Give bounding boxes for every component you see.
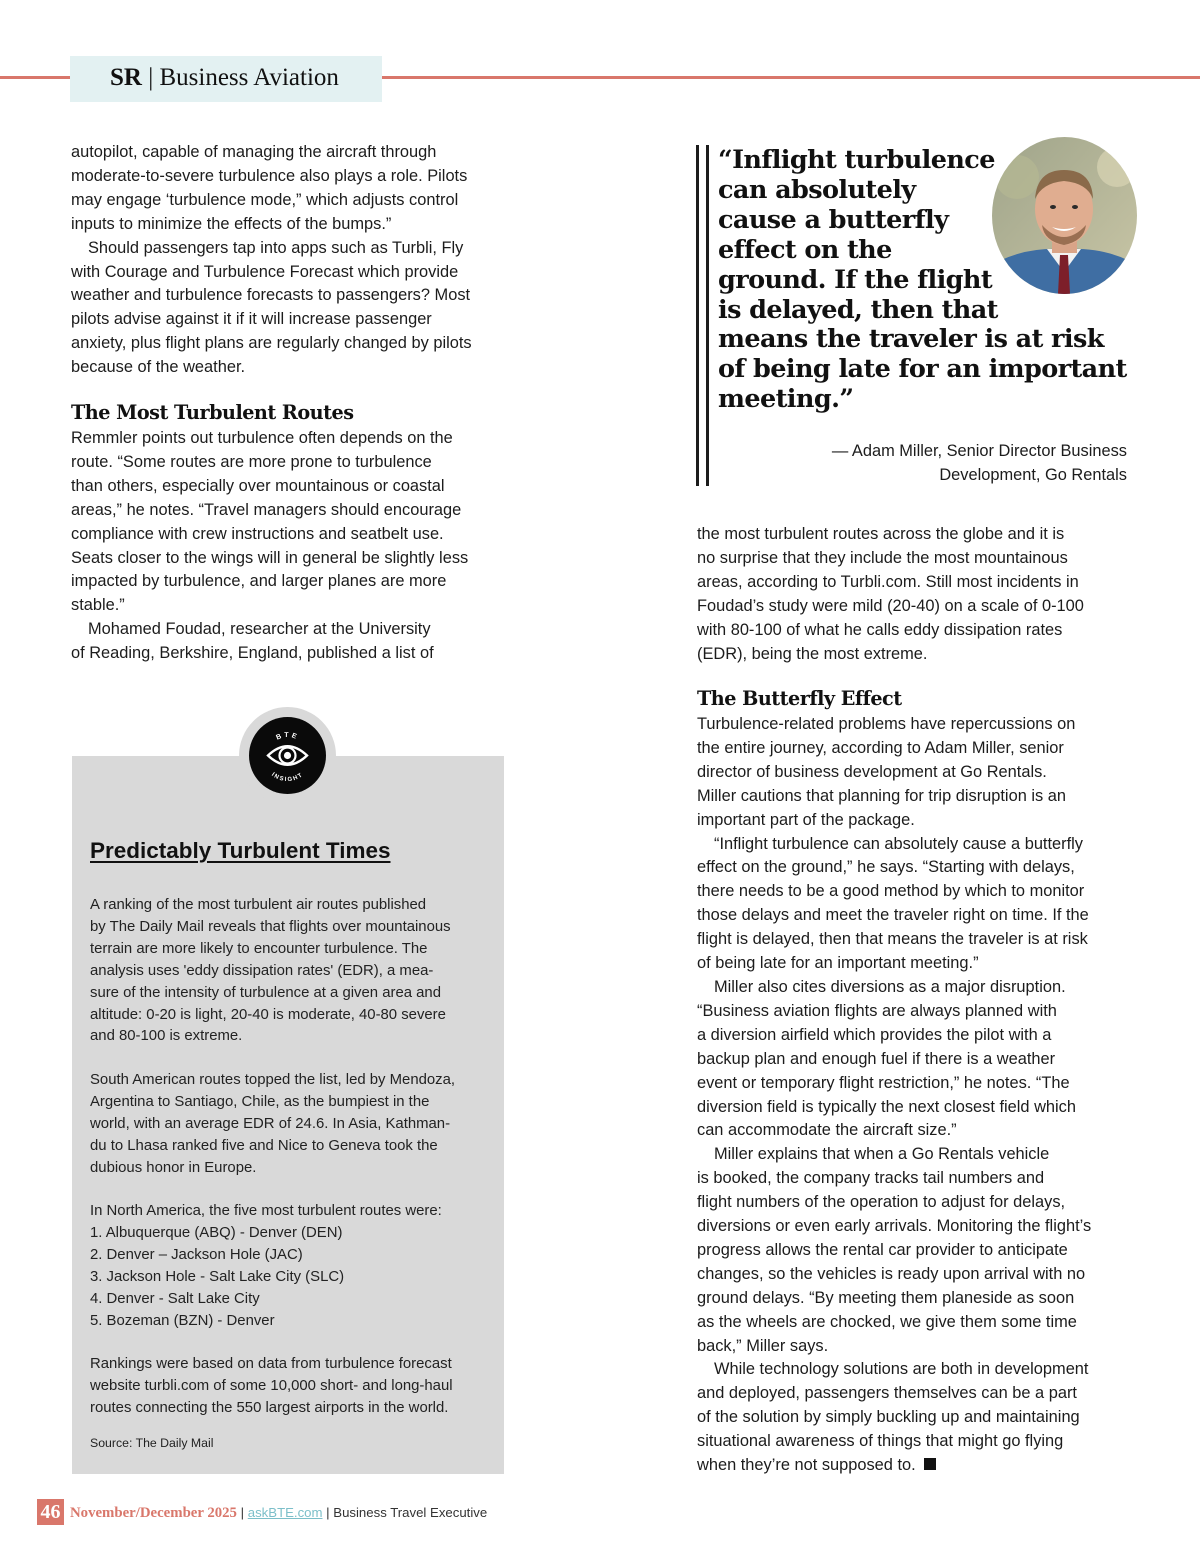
heading-butterfly-effect: The Butterfly Effect: [697, 687, 902, 710]
text-line: “Business aviation flights are always planned with: [697, 1001, 1057, 1020]
text-line: compliance with crew instructions and seatbelt use.: [71, 524, 444, 543]
text-line: moderate-to-severe turbulence also plays a role. Pilots: [71, 166, 468, 185]
text-line: Foudad’s study were mild (20-40) on a scale of 0-100: [697, 596, 1084, 615]
text-line: can accommodate the aircraft size.”: [697, 1121, 957, 1140]
eye-icon: [249, 717, 326, 794]
publication-name: Business Travel Executive: [333, 1505, 488, 1520]
section-header: [110, 64, 339, 92]
svg-text:INSIGHT: [270, 772, 305, 783]
left-para-4: [71, 618, 468, 666]
text-line: because of the weather.: [71, 358, 246, 377]
text-line: changes, so the vehicles is ready upon arrival with no: [697, 1264, 1086, 1283]
text-line: of being late for an important meeting.”: [697, 954, 979, 973]
text-line: pilots advise against it if it will increase passenger: [71, 310, 432, 329]
list-item: 3. Jackson Hole - Salt Lake City (SLC): [90, 1268, 345, 1285]
text-line: of the solution by simply buckling up and maintaining: [697, 1408, 1080, 1427]
text-line: is booked, the company tracks tail numbers and: [697, 1169, 1045, 1188]
sidebar-source: Source: The Daily Mail: [90, 1436, 214, 1450]
text-line: no surprise that they include the most mountainous: [697, 548, 1068, 567]
right-column-text: [697, 523, 1084, 666]
quote-line: “Inflight turbulence: [718, 145, 995, 175]
text-line: Miller explains that when a Go Rentals vehicle: [714, 1145, 1050, 1164]
text-line: areas,” he notes. “Travel managers should encourage: [71, 500, 462, 519]
text-line: with Courage and Turbulence Forecast which provide: [71, 262, 459, 281]
left-para-1: [71, 141, 472, 237]
left-column-text: [71, 141, 472, 380]
text-line: and deployed, passengers themselves can be a part: [697, 1384, 1077, 1403]
portrait-illustration: [992, 137, 1137, 294]
attribution-line: Development, Go Rentals: [939, 465, 1127, 484]
text-line: analysis uses 'eddy dissipation rates' (EDR), a mea-: [90, 962, 434, 979]
text-line: Argentina to Santiago, Chile, as the bumpiest in the: [90, 1093, 430, 1110]
text-line: route. “Some routes are more prone to turbulence: [71, 452, 432, 471]
text-line: weather and turbulence forecasts to passengers? Most: [71, 286, 471, 305]
right-para-2: [697, 713, 1091, 833]
sidebar-route-list: [90, 1201, 442, 1332]
quote-line: cause a butterfly: [718, 204, 949, 235]
text-line: the entire journey, according to Adam Miller, senior: [697, 738, 1064, 757]
header-rule-right: [382, 76, 1200, 79]
section-name: Business Aviation: [159, 64, 339, 91]
text-line: sure of the intensity of turbulence at a given area and: [90, 984, 441, 1001]
text-line: effect on the ground,” he says. “Starting with delays,: [697, 858, 1075, 877]
text-line: situational awareness of things that might go flying: [697, 1432, 1064, 1451]
text-line: flight numbers of the operation to adjust for delays,: [697, 1193, 1066, 1212]
footer: [70, 1505, 487, 1522]
quote-bar-right: [706, 145, 709, 486]
quote-bar-left: [696, 145, 699, 486]
footer-separator: |: [240, 1505, 245, 1520]
text-line: areas, according to Turbli.com. Still most incidents in: [697, 572, 1079, 591]
text-line: “Inflight turbulence can absolutely cause a butterfly: [714, 834, 1084, 853]
attribution-line: — Adam Miller, Senior Director Business: [831, 442, 1127, 460]
text-line: Turbulence-related problems have repercussions on: [697, 715, 1076, 733]
text-line: world, with an average EDR of 24.6. In Asia, Kathman-: [90, 1115, 451, 1132]
text-line: Rankings were based on data from turbulence forecast: [90, 1356, 452, 1372]
text-line: progress allows the rental car provider to anticipate: [697, 1240, 1068, 1259]
heading-most-turbulent-routes: The Most Turbulent Routes: [71, 401, 354, 424]
text-line: of Reading, Berkshire, England, published a list of: [71, 644, 434, 663]
text-line: Miller cautions that planning for trip disruption is an: [697, 786, 1066, 805]
list-item: 2. Denver – Jackson Hole (JAC): [90, 1246, 303, 1263]
quote-line: can absolutely: [718, 174, 916, 205]
list-intro: In North America, the five most turbulent routes were:: [90, 1203, 442, 1219]
text-line: diversions or even early arrivals. Monitoring the flight’s: [697, 1217, 1092, 1236]
portrait-photo: [992, 137, 1137, 294]
text-line: autopilot, capable of managing the aircraft through: [71, 143, 437, 161]
text-line: Seats closer to the wings will in general be slightly less: [71, 548, 469, 567]
quote-line: effect on the: [718, 234, 892, 265]
text-line: and 80-100 is extreme.: [90, 1028, 243, 1045]
list-item: 5. Bozeman (BZN) - Denver: [90, 1312, 275, 1329]
footer-separator: |: [326, 1505, 330, 1520]
text-line: there needs to be a good method by which to monitor: [697, 882, 1085, 901]
sidebar-para-2: [90, 1070, 455, 1180]
text-line: Miller also cites diversions as a major disruption.: [714, 977, 1066, 996]
text-line: important part of the package.: [697, 810, 915, 829]
text-line: event or temporary flight restriction,” he notes. “The: [697, 1073, 1070, 1092]
text-line: diversion field is typically the next closest field which: [697, 1097, 1076, 1116]
text-line: backup plan and enough fuel if there is a weather: [697, 1049, 1056, 1068]
text-line: flight is delayed, then that means the traveler is at risk: [697, 930, 1088, 949]
quote-line: of being late for an important: [718, 354, 1127, 385]
badge-top-text: BTE: [275, 731, 300, 742]
text-line: A ranking of the most turbulent air routes published: [90, 897, 427, 913]
text-line: inputs to minimize the effects of the bumps.”: [71, 214, 392, 233]
quote-line: means the traveler is at risk: [718, 324, 1104, 355]
text-line: stable.”: [71, 596, 125, 615]
text-line: While technology solutions are both in development: [714, 1360, 1089, 1379]
right-para-5: [697, 1143, 1091, 1358]
text-line: du to Lhasa ranked five and Nice to Geneva took the: [90, 1137, 438, 1154]
text-line: Remmler points out turbulence often depends on the: [71, 429, 453, 447]
section-code: SR: [110, 64, 142, 91]
end-of-article-icon: [924, 1458, 936, 1470]
bte-insight-badge: [249, 717, 326, 794]
issue-date: November/December 2025: [70, 1505, 237, 1521]
text-line: as the wheels are chocked, we give them some time: [697, 1312, 1077, 1331]
text-line: those delays and meet the traveler right on time. If the: [697, 906, 1089, 925]
svg-text:BTE: [275, 732, 299, 742]
right-para-3: [697, 833, 1091, 976]
quote-attribution: [832, 440, 1127, 488]
text-line: ground delays. “By meeting them planeside as soon: [697, 1288, 1075, 1307]
header-rule-left: [0, 76, 72, 79]
text-line: altitude: 0-20 is light, 20-40 is moderate, 40-80 severe: [90, 1006, 446, 1023]
sidebar-para-3: [90, 1354, 453, 1420]
text-line: South American routes topped the list, led by Mendoza,: [90, 1072, 456, 1088]
site-link[interactable]: askBTE.com: [247, 1505, 323, 1520]
text-line: a diversion airfield which provides the pilot with a: [697, 1025, 1052, 1044]
left-para-2: [71, 237, 472, 380]
text-line: than others, especially over mountainous or coastal: [71, 476, 445, 495]
text-line: may engage ‘turbulence mode,” which adjusts control: [71, 190, 459, 209]
right-column-text-2: [697, 713, 1091, 1478]
text-line: dubious honor in Europe.: [90, 1159, 257, 1176]
text-line: director of business development at Go Rentals.: [697, 762, 1047, 781]
text-line: the most turbulent routes across the globe and it is: [697, 525, 1065, 543]
text-line: Mohamed Foudad, researcher at the University: [88, 620, 431, 639]
text-line: terrain are more likely to encounter turbulence. The: [90, 940, 428, 957]
right-para-4: [697, 976, 1091, 1143]
quote-line: meeting.”: [718, 384, 854, 415]
section-separator: |: [148, 64, 154, 91]
sidebar-para-1: [90, 895, 451, 1048]
list-item: 4. Denver - Salt Lake City: [90, 1290, 260, 1307]
text-line: by The Daily Mail reveals that flights over mountainous: [90, 918, 451, 935]
left-para-3: [71, 427, 468, 618]
quote-line: ground. If the flight: [718, 264, 993, 295]
quote-line: is delayed, then that: [718, 294, 998, 325]
right-para-6: [697, 1358, 1091, 1478]
left-column-text-2: [71, 427, 468, 666]
text-line: (EDR), being the most extreme.: [697, 644, 928, 663]
text-line: website turbli.com of some 10,000 short- and long-haul: [90, 1377, 453, 1394]
page-number: 46: [37, 1499, 64, 1525]
list-item: 1. Albuquerque (ABQ) - Denver (DEN): [90, 1224, 343, 1241]
text-line-last: [697, 1454, 1091, 1478]
right-para-1: [697, 523, 1084, 666]
text-line: Should passengers tap into apps such as Turbli, Fly: [88, 238, 464, 257]
text-line: routes connecting the 550 largest airports in the world.: [90, 1399, 449, 1416]
sidebar-title: Predictably Turbulent Times: [90, 838, 391, 863]
text-line: impacted by turbulence, and larger planes are more: [71, 572, 447, 591]
text-line: when they’re not supposed to.: [697, 1456, 916, 1475]
text-line: with 80-100 of what he calls eddy dissipation rates: [697, 620, 1063, 639]
badge-bottom-text: INSIGHT: [270, 771, 305, 784]
text-line: anxiety, plus flight plans are regularly changed by pilots: [71, 334, 472, 353]
text-line: back,” Miller says.: [697, 1336, 829, 1355]
